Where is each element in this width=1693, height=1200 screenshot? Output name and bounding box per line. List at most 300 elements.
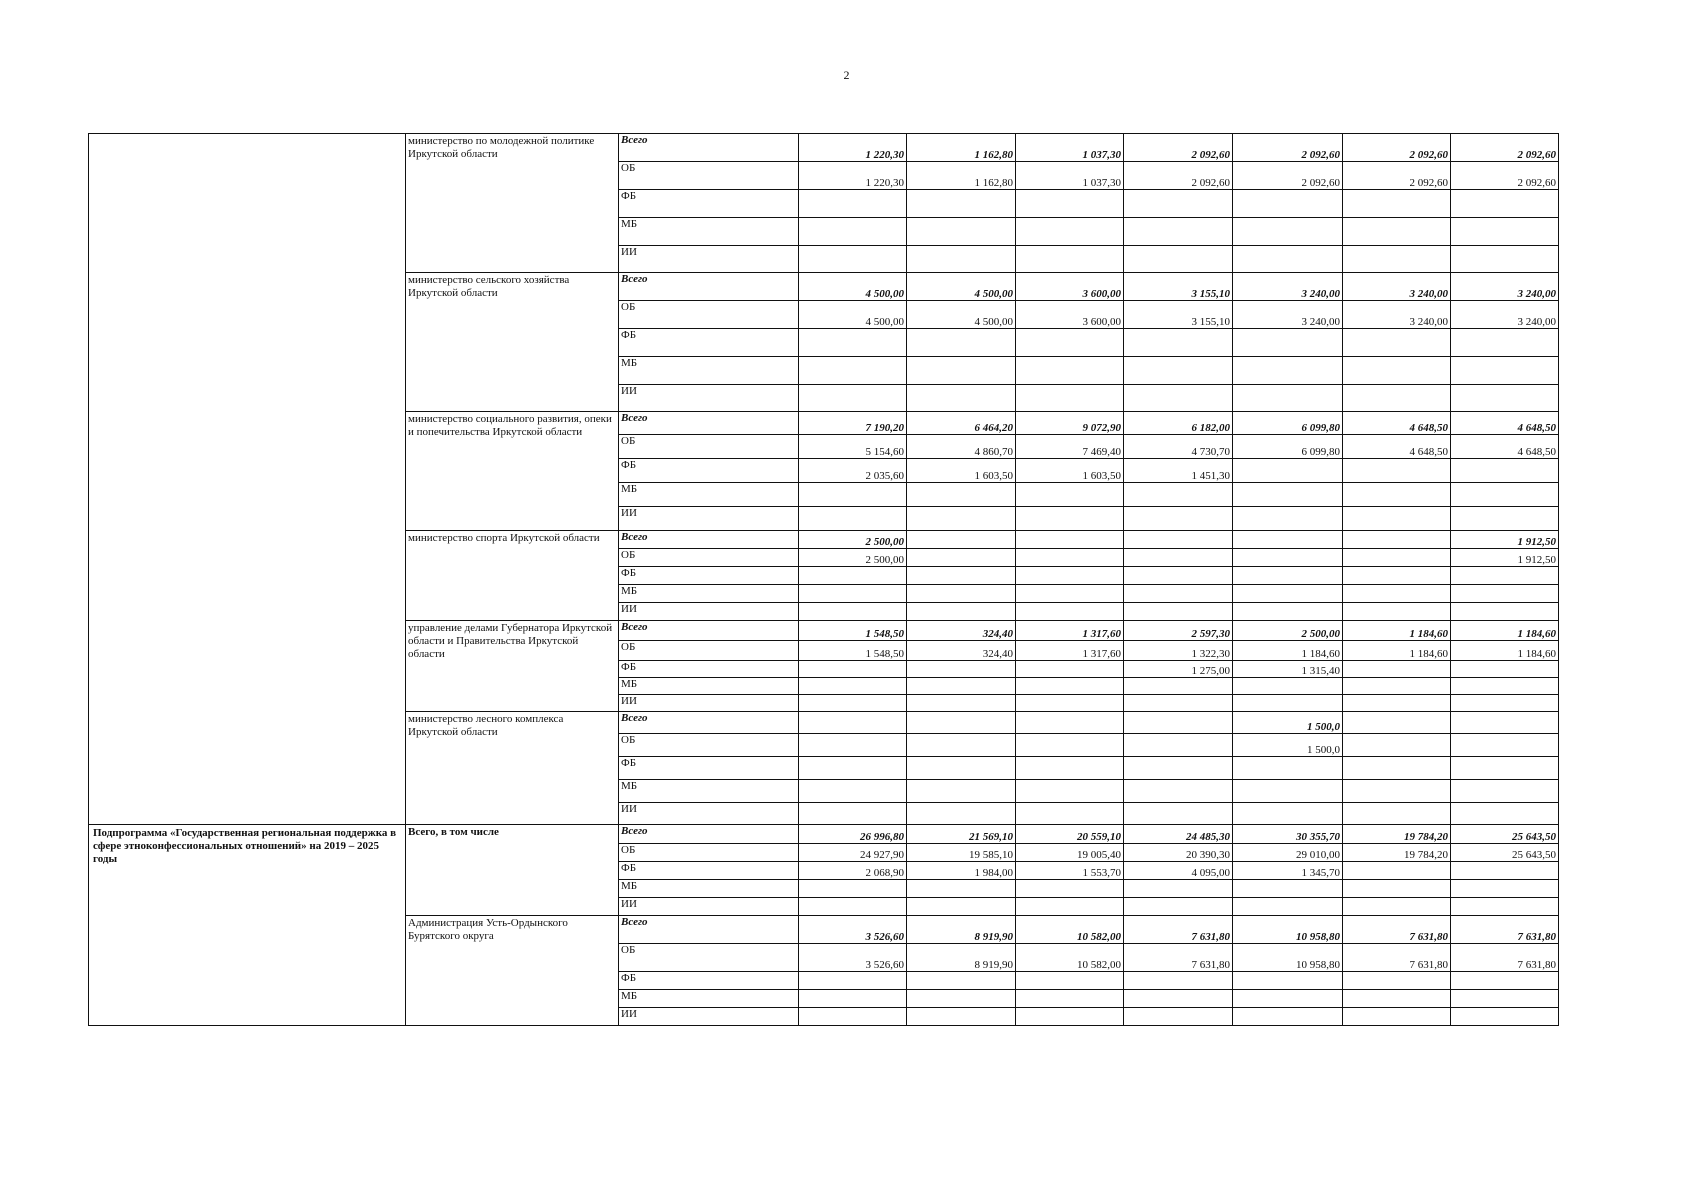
amount-cell: 3 600,00 — [1016, 301, 1124, 329]
funding-source-cell: ОБ — [619, 844, 799, 862]
amount-cell: 1 603,50 — [1016, 459, 1124, 483]
amount-cell — [1233, 780, 1343, 803]
amount-cell — [1016, 357, 1124, 385]
table-row — [89, 134, 1559, 162]
amount-cell — [1233, 549, 1343, 567]
funding-source-cell: Всего — [619, 273, 799, 301]
amount-cell: 1 184,60 — [1233, 641, 1343, 661]
amount-cell — [1124, 190, 1233, 218]
amount-cell — [1343, 507, 1451, 531]
amount-cell: 5 154,60 — [799, 435, 907, 459]
amount-cell: 1 322,30 — [1124, 641, 1233, 661]
amount-cell — [1451, 780, 1559, 803]
funding-source-cell: ОБ — [619, 944, 799, 972]
amount-cell — [1124, 329, 1233, 357]
amount-cell: 4 500,00 — [907, 301, 1016, 329]
amount-cell — [907, 780, 1016, 803]
funding-source-cell: Всего — [619, 825, 799, 844]
amount-cell — [1451, 603, 1559, 621]
funding-source-cell: ФБ — [619, 972, 799, 990]
amount-cell: 1 315,40 — [1233, 661, 1343, 678]
amount-cell — [1451, 661, 1559, 678]
funding-source-cell: ИИ — [619, 1008, 799, 1026]
executor-name-cell: Всего, в том числе — [406, 825, 619, 916]
amount-cell — [1451, 357, 1559, 385]
amount-cell — [1343, 549, 1451, 567]
amount-cell: 29 010,00 — [1233, 844, 1343, 862]
amount-cell: 8 919,90 — [907, 944, 1016, 972]
amount-cell — [799, 898, 907, 916]
financing-table — [88, 133, 1559, 1026]
amount-cell — [1124, 531, 1233, 549]
funding-source-cell: ОБ — [619, 549, 799, 567]
amount-cell: 4 648,50 — [1451, 412, 1559, 435]
amount-cell — [1343, 734, 1451, 757]
amount-cell: 1 184,60 — [1343, 641, 1451, 661]
amount-cell — [907, 603, 1016, 621]
amount-cell — [1343, 603, 1451, 621]
amount-cell: 1 500,0 — [1233, 712, 1343, 734]
amount-cell — [907, 531, 1016, 549]
amount-cell: 7 631,80 — [1451, 944, 1559, 972]
amount-cell — [1451, 695, 1559, 712]
amount-cell — [799, 972, 907, 990]
amount-cell — [1343, 898, 1451, 916]
amount-cell: 7 631,80 — [1124, 916, 1233, 944]
amount-cell — [799, 507, 907, 531]
amount-cell — [1451, 712, 1559, 734]
amount-cell — [1233, 357, 1343, 385]
amount-cell — [799, 757, 907, 780]
amount-cell: 3 240,00 — [1451, 273, 1559, 301]
amount-cell — [1124, 483, 1233, 507]
amount-cell — [1343, 880, 1451, 898]
amount-cell — [1124, 1008, 1233, 1026]
amount-cell: 7 190,20 — [799, 412, 907, 435]
funding-source-cell: ОБ — [619, 301, 799, 329]
page-number: 2 — [843, 68, 850, 82]
amount-cell — [907, 1008, 1016, 1026]
amount-cell — [1233, 757, 1343, 780]
amount-cell: 324,40 — [907, 641, 1016, 661]
program-name-cell — [89, 134, 406, 825]
amount-cell — [799, 329, 907, 357]
amount-cell — [1016, 483, 1124, 507]
funding-source-cell: ИИ — [619, 898, 799, 916]
amount-cell — [1233, 585, 1343, 603]
funding-source-cell: ФБ — [619, 661, 799, 678]
amount-cell: 3 240,00 — [1233, 273, 1343, 301]
amount-cell: 19 585,10 — [907, 844, 1016, 862]
amount-cell: 1 037,30 — [1016, 162, 1124, 190]
amount-cell: 4 648,50 — [1451, 435, 1559, 459]
amount-cell: 6 464,20 — [907, 412, 1016, 435]
amount-cell — [799, 585, 907, 603]
amount-cell: 4 648,50 — [1343, 435, 1451, 459]
amount-cell: 2 068,90 — [799, 862, 907, 880]
amount-cell: 2 092,60 — [1451, 134, 1559, 162]
amount-cell — [1233, 972, 1343, 990]
amount-cell — [799, 695, 907, 712]
table-row — [89, 825, 1559, 844]
amount-cell — [1451, 678, 1559, 695]
amount-cell — [1124, 218, 1233, 246]
funding-source-cell: ФБ — [619, 329, 799, 357]
funding-source-cell: ФБ — [619, 567, 799, 585]
amount-cell — [799, 246, 907, 273]
amount-cell — [1233, 603, 1343, 621]
amount-cell: 3 240,00 — [1233, 301, 1343, 329]
amount-cell — [1451, 990, 1559, 1008]
amount-cell — [907, 218, 1016, 246]
funding-source-cell: ФБ — [619, 190, 799, 218]
funding-source-cell: ФБ — [619, 757, 799, 780]
amount-cell — [907, 757, 1016, 780]
amount-cell — [907, 898, 1016, 916]
amount-cell: 7 469,40 — [1016, 435, 1124, 459]
amount-cell — [1343, 712, 1451, 734]
amount-cell — [1124, 990, 1233, 1008]
amount-cell — [1016, 678, 1124, 695]
funding-source-cell: ИИ — [619, 246, 799, 273]
amount-cell: 1 184,60 — [1451, 621, 1559, 641]
amount-cell — [1343, 695, 1451, 712]
amount-cell — [1343, 972, 1451, 990]
amount-cell — [1016, 1008, 1124, 1026]
executor-name-cell: Администрация Усть-Ордынского Бурятского округа — [406, 916, 619, 1026]
amount-cell — [1233, 990, 1343, 1008]
amount-cell: 7 631,80 — [1124, 944, 1233, 972]
amount-cell — [1016, 329, 1124, 357]
amount-cell: 7 631,80 — [1451, 916, 1559, 944]
amount-cell — [907, 246, 1016, 273]
amount-cell: 1 317,60 — [1016, 641, 1124, 661]
amount-cell — [799, 661, 907, 678]
amount-cell — [1016, 585, 1124, 603]
amount-cell — [799, 678, 907, 695]
amount-cell: 21 569,10 — [907, 825, 1016, 844]
amount-cell: 4 860,70 — [907, 435, 1016, 459]
amount-cell: 7 631,80 — [1343, 944, 1451, 972]
amount-cell — [1016, 757, 1124, 780]
amount-cell: 6 182,00 — [1124, 412, 1233, 435]
funding-source-cell: ФБ — [619, 459, 799, 483]
amount-cell: 1 220,30 — [799, 162, 907, 190]
amount-cell — [907, 385, 1016, 412]
executor-name-cell: министерство по молодежной политике Иркутской области — [406, 134, 619, 273]
amount-cell — [1124, 803, 1233, 825]
amount-cell — [1124, 507, 1233, 531]
amount-cell: 24 485,30 — [1124, 825, 1233, 844]
amount-cell — [1343, 329, 1451, 357]
amount-cell — [1343, 757, 1451, 780]
amount-cell — [907, 661, 1016, 678]
amount-cell: 2 500,00 — [799, 531, 907, 549]
amount-cell: 3 155,10 — [1124, 273, 1233, 301]
amount-cell — [1451, 483, 1559, 507]
amount-cell — [1343, 483, 1451, 507]
funding-source-cell: МБ — [619, 585, 799, 603]
amount-cell — [1124, 780, 1233, 803]
funding-source-cell: МБ — [619, 357, 799, 385]
amount-cell — [1016, 780, 1124, 803]
amount-cell — [1343, 567, 1451, 585]
amount-cell: 20 559,10 — [1016, 825, 1124, 844]
amount-cell: 1 912,50 — [1451, 549, 1559, 567]
amount-cell — [1233, 507, 1343, 531]
amount-cell: 4 500,00 — [799, 273, 907, 301]
amount-cell — [907, 803, 1016, 825]
amount-cell: 1 553,70 — [1016, 862, 1124, 880]
amount-cell: 1 912,50 — [1451, 531, 1559, 549]
amount-cell: 2 500,00 — [799, 549, 907, 567]
amount-cell: 3 240,00 — [1451, 301, 1559, 329]
amount-cell — [1016, 898, 1124, 916]
amount-cell: 2 500,00 — [1233, 621, 1343, 641]
amount-cell — [907, 585, 1016, 603]
amount-cell — [1451, 734, 1559, 757]
amount-cell — [1016, 661, 1124, 678]
amount-cell: 2 092,60 — [1124, 162, 1233, 190]
amount-cell — [1451, 385, 1559, 412]
amount-cell — [1233, 246, 1343, 273]
amount-cell: 19 784,20 — [1343, 825, 1451, 844]
amount-cell — [1016, 603, 1124, 621]
amount-cell — [1016, 734, 1124, 757]
amount-cell: 2 092,60 — [1343, 134, 1451, 162]
amount-cell — [1124, 603, 1233, 621]
amount-cell: 1 548,50 — [799, 621, 907, 641]
amount-cell — [1451, 190, 1559, 218]
amount-cell: 1 037,30 — [1016, 134, 1124, 162]
amount-cell — [1451, 567, 1559, 585]
amount-cell — [1233, 803, 1343, 825]
amount-cell — [1124, 757, 1233, 780]
amount-cell — [1124, 880, 1233, 898]
amount-cell — [907, 190, 1016, 218]
amount-cell — [907, 972, 1016, 990]
amount-cell — [1343, 1008, 1451, 1026]
amount-cell: 1 162,80 — [907, 162, 1016, 190]
amount-cell — [1343, 661, 1451, 678]
executor-name-cell: управление делами Губернатора Иркутской области и Правительства Иркутской области — [406, 621, 619, 712]
amount-cell — [1124, 246, 1233, 273]
amount-cell: 1 220,30 — [799, 134, 907, 162]
amount-cell: 26 996,80 — [799, 825, 907, 844]
amount-cell — [799, 603, 907, 621]
executor-name-cell: министерство социального развития, опеки и попечительства Иркутской области — [406, 412, 619, 531]
amount-cell — [1016, 385, 1124, 412]
amount-cell: 3 526,60 — [799, 944, 907, 972]
amount-cell — [1343, 780, 1451, 803]
amount-cell: 4 500,00 — [799, 301, 907, 329]
amount-cell: 2 092,60 — [1233, 162, 1343, 190]
amount-cell — [1016, 803, 1124, 825]
amount-cell: 1 317,60 — [1016, 621, 1124, 641]
amount-cell — [1016, 531, 1124, 549]
amount-cell: 20 390,30 — [1124, 844, 1233, 862]
amount-cell: 4 500,00 — [907, 273, 1016, 301]
amount-cell: 1 451,30 — [1124, 459, 1233, 483]
amount-cell — [1233, 218, 1343, 246]
amount-cell — [799, 803, 907, 825]
amount-cell — [1343, 862, 1451, 880]
funding-source-cell: ИИ — [619, 695, 799, 712]
amount-cell — [799, 218, 907, 246]
funding-source-cell: МБ — [619, 780, 799, 803]
amount-cell — [1233, 567, 1343, 585]
amount-cell — [1343, 531, 1451, 549]
amount-cell — [1451, 329, 1559, 357]
amount-cell — [1016, 190, 1124, 218]
funding-source-cell: Всего — [619, 134, 799, 162]
amount-cell — [1016, 507, 1124, 531]
funding-source-cell: ФБ — [619, 862, 799, 880]
amount-cell — [1451, 898, 1559, 916]
amount-cell — [1233, 678, 1343, 695]
amount-cell: 1 184,60 — [1343, 621, 1451, 641]
amount-cell — [1016, 880, 1124, 898]
amount-cell: 2 597,30 — [1124, 621, 1233, 641]
amount-cell — [1343, 678, 1451, 695]
amount-cell — [1343, 585, 1451, 603]
amount-cell — [1124, 549, 1233, 567]
amount-cell — [1124, 585, 1233, 603]
funding-source-cell: МБ — [619, 483, 799, 507]
amount-cell — [1451, 507, 1559, 531]
amount-cell — [1233, 531, 1343, 549]
amount-cell — [1016, 549, 1124, 567]
amount-cell — [1233, 190, 1343, 218]
amount-cell — [799, 483, 907, 507]
funding-source-cell: МБ — [619, 990, 799, 1008]
amount-cell — [1016, 712, 1124, 734]
amount-cell: 1 184,60 — [1451, 641, 1559, 661]
amount-cell — [1451, 880, 1559, 898]
amount-cell — [1233, 898, 1343, 916]
program-name-cell: Подпрограмма «Государственная региональная поддержка в сфере этноконфессиональных отношений» на 2019 – 2025 годы — [89, 825, 406, 1026]
amount-cell: 7 631,80 — [1343, 916, 1451, 944]
amount-cell: 25 643,50 — [1451, 844, 1559, 862]
amount-cell: 2 035,60 — [799, 459, 907, 483]
amount-cell — [1343, 803, 1451, 825]
amount-cell: 1 984,00 — [907, 862, 1016, 880]
amount-cell — [1016, 567, 1124, 585]
funding-source-cell: ИИ — [619, 385, 799, 412]
amount-cell: 8 919,90 — [907, 916, 1016, 944]
amount-cell: 2 092,60 — [1124, 134, 1233, 162]
amount-cell — [907, 712, 1016, 734]
amount-cell: 1 603,50 — [907, 459, 1016, 483]
amount-cell: 9 072,90 — [1016, 412, 1124, 435]
amount-cell — [907, 483, 1016, 507]
amount-cell — [1124, 695, 1233, 712]
amount-cell — [1451, 757, 1559, 780]
amount-cell — [1451, 246, 1559, 273]
amount-cell — [1233, 329, 1343, 357]
amount-cell — [799, 734, 907, 757]
amount-cell: 1 548,50 — [799, 641, 907, 661]
amount-cell — [1343, 459, 1451, 483]
amount-cell — [1343, 357, 1451, 385]
amount-cell — [1233, 483, 1343, 507]
amount-cell — [799, 880, 907, 898]
amount-cell — [1343, 990, 1451, 1008]
executor-name-cell: министерство лесного комплекса Иркутской области — [406, 712, 619, 825]
amount-cell — [907, 678, 1016, 695]
amount-cell: 3 600,00 — [1016, 273, 1124, 301]
amount-cell: 2 092,60 — [1233, 134, 1343, 162]
amount-cell: 19 005,40 — [1016, 844, 1124, 862]
amount-cell — [1233, 1008, 1343, 1026]
amount-cell — [799, 567, 907, 585]
amount-cell — [1343, 246, 1451, 273]
amount-cell — [1124, 898, 1233, 916]
amount-cell — [1016, 218, 1124, 246]
amount-cell — [1124, 678, 1233, 695]
amount-cell: 3 240,00 — [1343, 273, 1451, 301]
amount-cell: 1 275,00 — [1124, 661, 1233, 678]
amount-cell — [1124, 385, 1233, 412]
funding-source-cell: ИИ — [619, 507, 799, 531]
amount-cell: 3 155,10 — [1124, 301, 1233, 329]
funding-source-cell: МБ — [619, 218, 799, 246]
amount-cell — [907, 507, 1016, 531]
amount-cell — [1016, 695, 1124, 712]
amount-cell — [1451, 862, 1559, 880]
amount-cell: 3 526,60 — [799, 916, 907, 944]
funding-source-cell: ИИ — [619, 803, 799, 825]
funding-source-cell: Всего — [619, 531, 799, 549]
funding-source-cell: МБ — [619, 880, 799, 898]
executor-name-cell: министерство спорта Иркутской области — [406, 531, 619, 621]
amount-cell — [1016, 246, 1124, 273]
amount-cell — [1451, 803, 1559, 825]
amount-cell — [799, 1008, 907, 1026]
amount-cell: 4 730,70 — [1124, 435, 1233, 459]
amount-cell — [907, 549, 1016, 567]
amount-cell — [907, 357, 1016, 385]
funding-source-cell: МБ — [619, 678, 799, 695]
funding-source-cell: ОБ — [619, 435, 799, 459]
amount-cell — [907, 880, 1016, 898]
amount-cell — [799, 190, 907, 218]
amount-cell — [1124, 357, 1233, 385]
funding-source-cell: ИИ — [619, 603, 799, 621]
amount-cell: 19 784,20 — [1343, 844, 1451, 862]
amount-cell — [799, 712, 907, 734]
executor-name-cell: министерство сельского хозяйства Иркутской области — [406, 273, 619, 412]
amount-cell — [907, 567, 1016, 585]
amount-cell — [1233, 385, 1343, 412]
amount-cell: 10 582,00 — [1016, 916, 1124, 944]
funding-source-cell: Всего — [619, 712, 799, 734]
amount-cell — [1233, 459, 1343, 483]
amount-cell: 24 927,90 — [799, 844, 907, 862]
amount-cell — [1016, 990, 1124, 1008]
amount-cell: 2 092,60 — [1451, 162, 1559, 190]
amount-cell — [907, 990, 1016, 1008]
funding-source-cell: Всего — [619, 621, 799, 641]
amount-cell: 10 958,80 — [1233, 916, 1343, 944]
amount-cell — [1343, 218, 1451, 246]
amount-cell — [1016, 972, 1124, 990]
amount-cell — [799, 357, 907, 385]
amount-cell: 324,40 — [907, 621, 1016, 641]
amount-cell: 1 162,80 — [907, 134, 1016, 162]
amount-cell: 10 582,00 — [1016, 944, 1124, 972]
amount-cell: 1 500,0 — [1233, 734, 1343, 757]
